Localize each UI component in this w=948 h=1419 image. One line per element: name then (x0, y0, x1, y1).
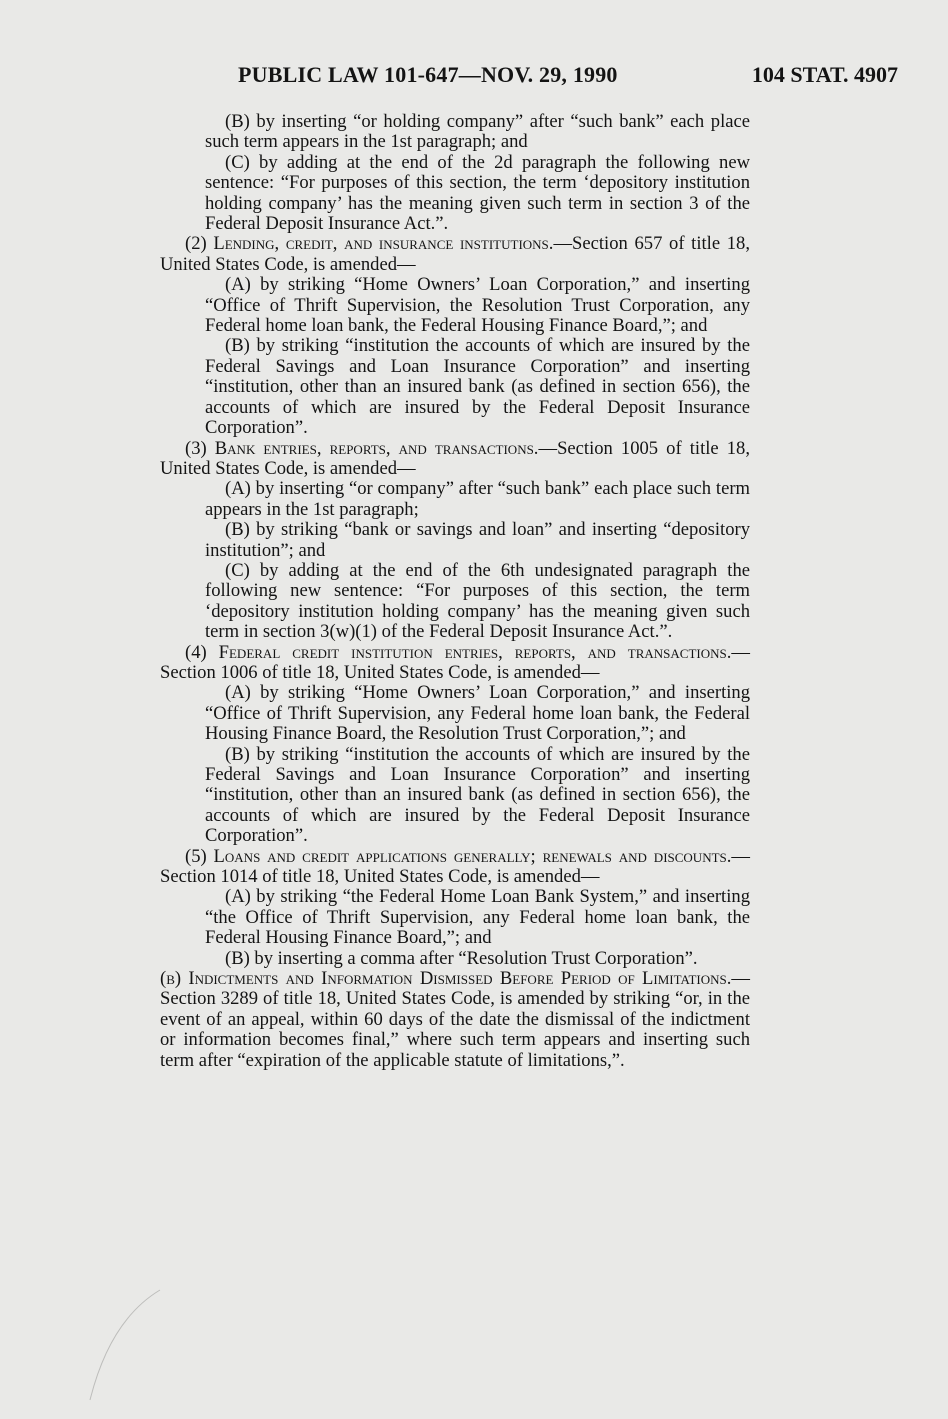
paragraph-5-heading: (5) Loans and credit applications generally; renewals and discounts. (185, 845, 732, 867)
paragraph-3 (160, 439, 750, 480)
paragraph-4-heading: (4) Federal credit institution entries, reports, and transactions. (185, 641, 732, 663)
paragraph-a1-b: (B) by inserting “or holding company” after “such bank” each place such term appears in the 1st paragraph; and (205, 111, 750, 153)
subsection-b-text: —Section 3289 of title 18, United States Code, is amended by striking “or, in the event of an appeal, within 60 days of the date the dismissal of the indictment or information becomes final,” where such term appears and inserting such term after “expiration of the applicable statute of limitations,”. (160, 968, 750, 1071)
paragraph-3-text: —Section 1005 of title 18, United States Code, is amended— (160, 437, 750, 479)
paragraph-3-a: (A) by inserting “or company” after “such bank” each place such term appears in the 1st paragraph; (205, 478, 750, 520)
paragraph-2-a: (A) by striking “Home Owners’ Loan Corporation,” and inserting “Office of Thrift Supervision, the Resolution Trust Corporation, any Federal home loan bank, the Federal Housing Finance Board,”; and (205, 274, 750, 337)
paragraph-3-heading: (3) Bank entries, reports, and transactions. (185, 437, 539, 459)
paragraph-2-text: —Section 657 of title 18, United States Code, is amended— (160, 233, 751, 275)
paragraph-a1-c: (C) by adding at the end of the 2d paragraph the following new sentence: “For purposes of this section, the term ‘depository institution holding company’ has the meaning given such term in section 3 of the Federal Deposit Insurance Act.”. (205, 151, 750, 235)
paragraph-5 (160, 847, 750, 888)
stat-page-number: 104 STAT. 4907 (751, 62, 898, 87)
paragraph-4-a: (A) by striking “Home Owners’ Loan Corporation,” and inserting “Office of Thrift Supervision, any Federal home loan bank, the Federal Housing Finance Board, the Resolution Trust Corporation,”; and (205, 682, 750, 745)
paragraph-3-b: (B) by striking “bank or savings and loan” and inserting “depository institution”; and (205, 519, 750, 561)
paragraph-5-text: —Section 1014 of title 18, United States Code, is amended— (160, 845, 750, 888)
paragraph-4 (160, 643, 750, 684)
paragraph-5-b: (B) by inserting a comma after “Resolution Trust Corporation”. (225, 947, 698, 969)
paragraph-4-b: (B) by striking “institution the accounts of which are insured by the Federal Savings and Loan Insurance Corporation” and inserting “institution, other than an insured bank (as defined in section 656), the accounts of which are insured by the Federal Deposit Insurance Corporation”. (205, 743, 750, 847)
paragraph-3-c: (C) by adding at the end of the 6th undesignated paragraph the following new sentence: “For purposes of this section, the term ‘depository institution holding company’ has the meaning given such term in section 3(w)(1) of the Federal Deposit Insurance Act.”. (205, 559, 750, 643)
subsection-b-heading: (b) Indictments and Information Dismissed Before Period of Limitations. (160, 968, 732, 990)
document-body (160, 112, 750, 1071)
subsection-b (160, 969, 750, 1071)
paragraph-2-heading: (2) Lending, credit, and insurance institutions. (185, 233, 554, 255)
paragraph-2 (160, 234, 750, 275)
paragraph-2-b: (B) by striking “institution the accounts of which are insured by the Federal Savings and Loan Insurance Corporation” and inserting “institution, other than an insured bank (as defined in section 656), the accounts of which are insured by the Federal Deposit Insurance Corporation”. (205, 335, 750, 439)
page-title: PUBLIC LAW 101-647—NOV. 29, 1990 (238, 62, 618, 87)
paragraph-4-text: —Section 1006 of title 18, United States Code, is amended— (160, 641, 750, 683)
scan-fold-curve (90, 1290, 160, 1400)
paragraph-5-a: (A) by striking “the Federal Home Loan Bank System,” and inserting “the Office of Thrift Supervision, any Federal home loan bank, the Federal Housing Finance Board,”; and (205, 886, 750, 949)
page-header (0, 60, 948, 92)
